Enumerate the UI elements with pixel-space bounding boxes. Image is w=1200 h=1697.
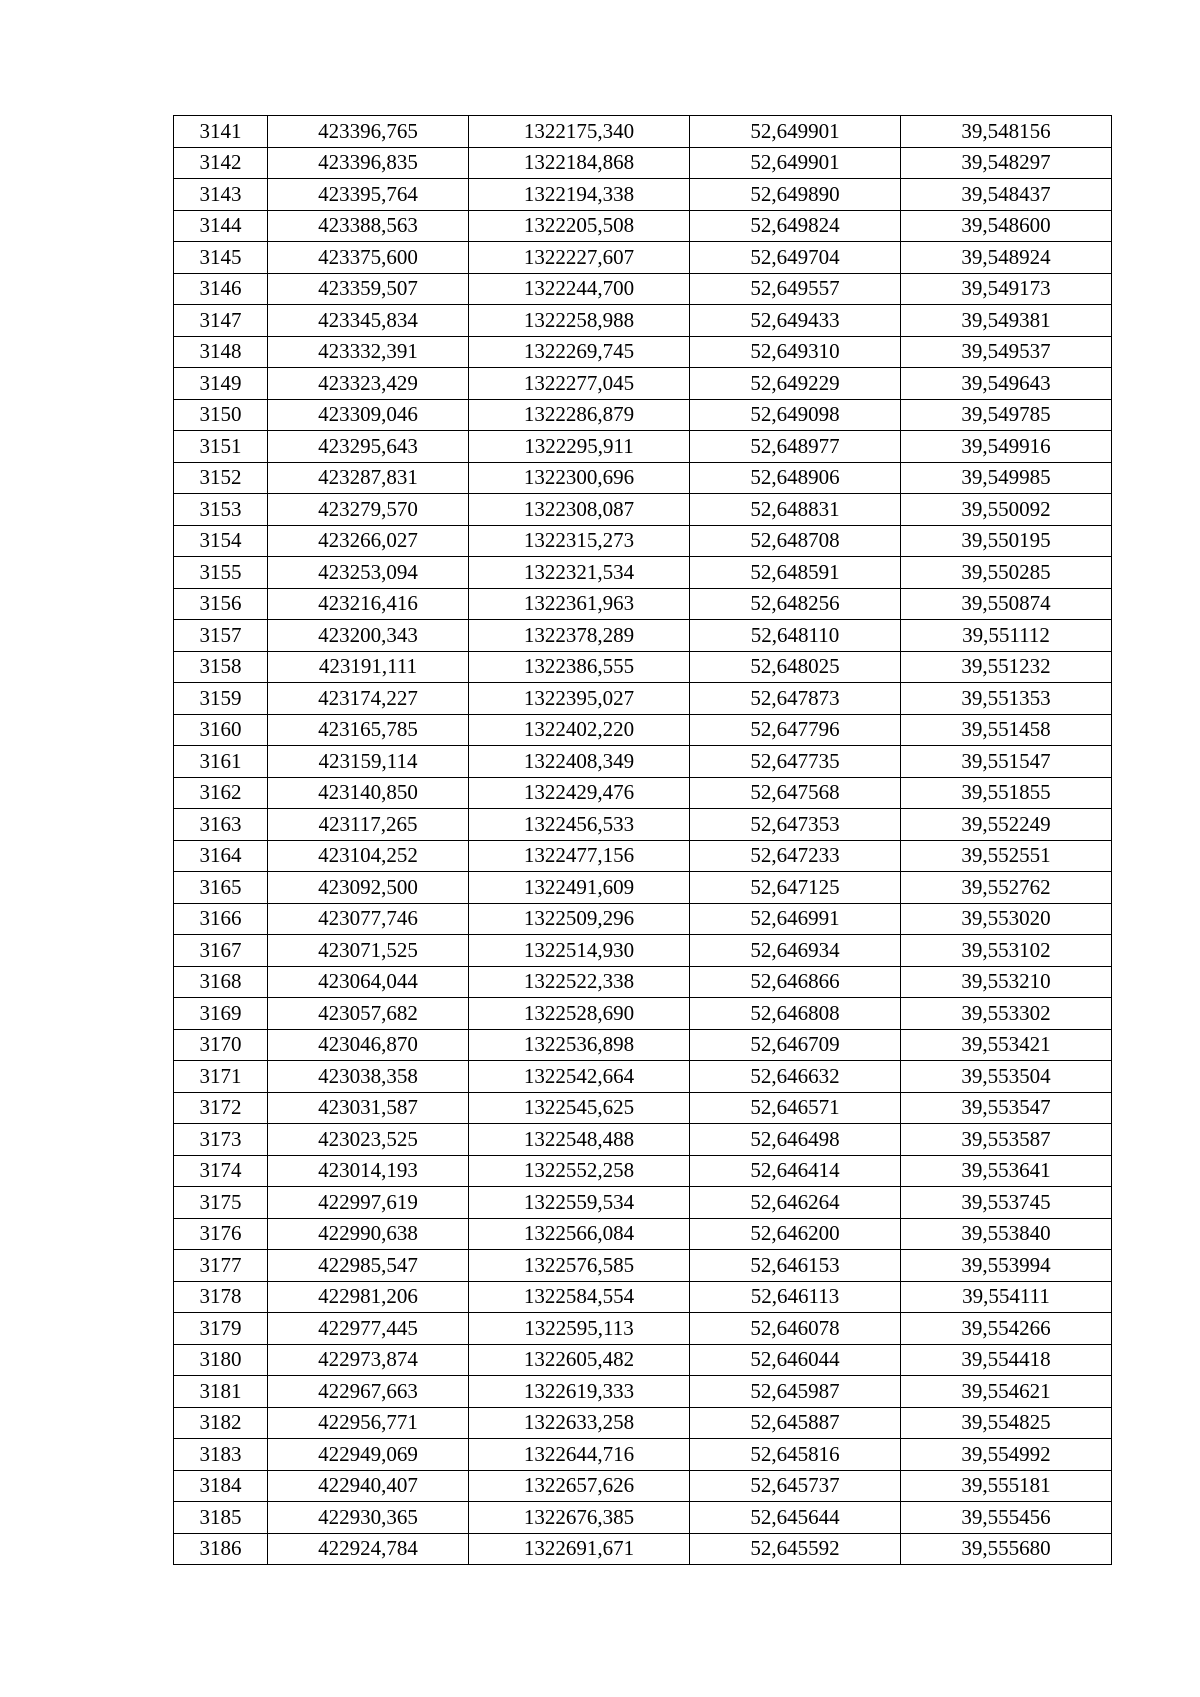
latitude-cell: 52,648906 <box>690 462 901 494</box>
table-row <box>174 746 1112 778</box>
point-number-cell: 3172 <box>174 1092 268 1124</box>
point-number-cell: 3143 <box>174 179 268 211</box>
latitude-cell: 52,649229 <box>690 368 901 400</box>
latitude-cell: 52,646113 <box>690 1281 901 1313</box>
x-coordinate-cell: 423200,343 <box>268 620 469 652</box>
longitude-cell: 39,548156 <box>901 116 1112 148</box>
longitude-cell: 39,553745 <box>901 1187 1112 1219</box>
y-coordinate-cell: 1322244,700 <box>469 273 690 305</box>
x-coordinate-cell: 423064,044 <box>268 966 469 998</box>
latitude-cell: 52,645592 <box>690 1533 901 1565</box>
longitude-cell: 39,555456 <box>901 1502 1112 1534</box>
table-row <box>174 1250 1112 1282</box>
x-coordinate-cell: 422930,365 <box>268 1502 469 1534</box>
y-coordinate-cell: 1322595,113 <box>469 1313 690 1345</box>
point-number-cell: 3158 <box>174 651 268 683</box>
y-coordinate-cell: 1322386,555 <box>469 651 690 683</box>
latitude-cell: 52,649890 <box>690 179 901 211</box>
table-row <box>174 1092 1112 1124</box>
coordinates-table <box>173 115 1112 1565</box>
x-coordinate-cell: 423295,643 <box>268 431 469 463</box>
point-number-cell: 3141 <box>174 116 268 148</box>
point-number-cell: 3174 <box>174 1155 268 1187</box>
table-row <box>174 1124 1112 1156</box>
y-coordinate-cell: 1322619,333 <box>469 1376 690 1408</box>
table-row <box>174 242 1112 274</box>
y-coordinate-cell: 1322175,340 <box>469 116 690 148</box>
y-coordinate-cell: 1322300,696 <box>469 462 690 494</box>
y-coordinate-cell: 1322691,671 <box>469 1533 690 1565</box>
point-number-cell: 3157 <box>174 620 268 652</box>
point-number-cell: 3163 <box>174 809 268 841</box>
table-row <box>174 494 1112 526</box>
x-coordinate-cell: 422990,638 <box>268 1218 469 1250</box>
y-coordinate-cell: 1322584,554 <box>469 1281 690 1313</box>
latitude-cell: 52,646571 <box>690 1092 901 1124</box>
point-number-cell: 3178 <box>174 1281 268 1313</box>
latitude-cell: 52,646991 <box>690 903 901 935</box>
y-coordinate-cell: 1322491,609 <box>469 872 690 904</box>
x-coordinate-cell: 423038,358 <box>268 1061 469 1093</box>
y-coordinate-cell: 1322456,533 <box>469 809 690 841</box>
x-coordinate-cell: 422956,771 <box>268 1407 469 1439</box>
latitude-cell: 52,646498 <box>690 1124 901 1156</box>
latitude-cell: 52,649433 <box>690 305 901 337</box>
x-coordinate-cell: 423046,870 <box>268 1029 469 1061</box>
coordinates-table-body <box>174 116 1112 1565</box>
table-row <box>174 179 1112 211</box>
latitude-cell: 52,646934 <box>690 935 901 967</box>
x-coordinate-cell: 423140,850 <box>268 777 469 809</box>
table-row <box>174 966 1112 998</box>
longitude-cell: 39,550195 <box>901 525 1112 557</box>
x-coordinate-cell: 423375,600 <box>268 242 469 274</box>
longitude-cell: 39,552551 <box>901 840 1112 872</box>
point-number-cell: 3159 <box>174 683 268 715</box>
table-row <box>174 588 1112 620</box>
point-number-cell: 3171 <box>174 1061 268 1093</box>
latitude-cell: 52,649824 <box>690 210 901 242</box>
table-row <box>174 872 1112 904</box>
point-number-cell: 3147 <box>174 305 268 337</box>
table-row <box>174 305 1112 337</box>
table-row <box>174 210 1112 242</box>
point-number-cell: 3180 <box>174 1344 268 1376</box>
latitude-cell: 52,648256 <box>690 588 901 620</box>
table-row <box>174 147 1112 179</box>
x-coordinate-cell: 422977,445 <box>268 1313 469 1345</box>
x-coordinate-cell: 422985,547 <box>268 1250 469 1282</box>
x-coordinate-cell: 423309,046 <box>268 399 469 431</box>
x-coordinate-cell: 423266,027 <box>268 525 469 557</box>
point-number-cell: 3149 <box>174 368 268 400</box>
table-row <box>174 399 1112 431</box>
longitude-cell: 39,551353 <box>901 683 1112 715</box>
latitude-cell: 52,646153 <box>690 1250 901 1282</box>
table-row <box>174 1376 1112 1408</box>
point-number-cell: 3142 <box>174 147 268 179</box>
x-coordinate-cell: 423287,831 <box>268 462 469 494</box>
table-row <box>174 1407 1112 1439</box>
y-coordinate-cell: 1322315,273 <box>469 525 690 557</box>
x-coordinate-cell: 422981,206 <box>268 1281 469 1313</box>
table-row <box>174 714 1112 746</box>
table-row <box>174 840 1112 872</box>
y-coordinate-cell: 1322184,868 <box>469 147 690 179</box>
longitude-cell: 39,550092 <box>901 494 1112 526</box>
x-coordinate-cell: 422924,784 <box>268 1533 469 1565</box>
latitude-cell: 52,645644 <box>690 1502 901 1534</box>
longitude-cell: 39,549537 <box>901 336 1112 368</box>
x-coordinate-cell: 423057,682 <box>268 998 469 1030</box>
y-coordinate-cell: 1322429,476 <box>469 777 690 809</box>
point-number-cell: 3148 <box>174 336 268 368</box>
point-number-cell: 3165 <box>174 872 268 904</box>
table-row <box>174 1061 1112 1093</box>
latitude-cell: 52,649901 <box>690 147 901 179</box>
point-number-cell: 3151 <box>174 431 268 463</box>
latitude-cell: 52,648831 <box>690 494 901 526</box>
latitude-cell: 52,649098 <box>690 399 901 431</box>
x-coordinate-cell: 423345,834 <box>268 305 469 337</box>
point-number-cell: 3150 <box>174 399 268 431</box>
y-coordinate-cell: 1322227,607 <box>469 242 690 274</box>
latitude-cell: 52,646200 <box>690 1218 901 1250</box>
y-coordinate-cell: 1322644,716 <box>469 1439 690 1471</box>
point-number-cell: 3169 <box>174 998 268 1030</box>
latitude-cell: 52,648025 <box>690 651 901 683</box>
x-coordinate-cell: 422967,663 <box>268 1376 469 1408</box>
longitude-cell: 39,553840 <box>901 1218 1112 1250</box>
longitude-cell: 39,553102 <box>901 935 1112 967</box>
y-coordinate-cell: 1322633,258 <box>469 1407 690 1439</box>
x-coordinate-cell: 423323,429 <box>268 368 469 400</box>
latitude-cell: 52,649557 <box>690 273 901 305</box>
point-number-cell: 3179 <box>174 1313 268 1345</box>
x-coordinate-cell: 422973,874 <box>268 1344 469 1376</box>
longitude-cell: 39,553302 <box>901 998 1112 1030</box>
point-number-cell: 3144 <box>174 210 268 242</box>
table-row <box>174 903 1112 935</box>
y-coordinate-cell: 1322657,626 <box>469 1470 690 1502</box>
longitude-cell: 39,549173 <box>901 273 1112 305</box>
latitude-cell: 52,646044 <box>690 1344 901 1376</box>
latitude-cell: 52,646632 <box>690 1061 901 1093</box>
table-row <box>174 1313 1112 1345</box>
y-coordinate-cell: 1322269,745 <box>469 336 690 368</box>
longitude-cell: 39,553994 <box>901 1250 1112 1282</box>
table-row <box>174 557 1112 589</box>
latitude-cell: 52,647796 <box>690 714 901 746</box>
point-number-cell: 3164 <box>174 840 268 872</box>
y-coordinate-cell: 1322605,482 <box>469 1344 690 1376</box>
longitude-cell: 39,554266 <box>901 1313 1112 1345</box>
table-row <box>174 1029 1112 1061</box>
latitude-cell: 52,648708 <box>690 525 901 557</box>
x-coordinate-cell: 423253,094 <box>268 557 469 589</box>
longitude-cell: 39,553421 <box>901 1029 1112 1061</box>
longitude-cell: 39,551855 <box>901 777 1112 809</box>
longitude-cell: 39,549985 <box>901 462 1112 494</box>
longitude-cell: 39,551112 <box>901 620 1112 652</box>
y-coordinate-cell: 1322286,879 <box>469 399 690 431</box>
latitude-cell: 52,649310 <box>690 336 901 368</box>
y-coordinate-cell: 1322378,289 <box>469 620 690 652</box>
point-number-cell: 3173 <box>174 1124 268 1156</box>
point-number-cell: 3154 <box>174 525 268 557</box>
point-number-cell: 3177 <box>174 1250 268 1282</box>
latitude-cell: 52,646866 <box>690 966 901 998</box>
y-coordinate-cell: 1322194,338 <box>469 179 690 211</box>
point-number-cell: 3186 <box>174 1533 268 1565</box>
point-number-cell: 3183 <box>174 1439 268 1471</box>
y-coordinate-cell: 1322548,488 <box>469 1124 690 1156</box>
x-coordinate-cell: 423388,563 <box>268 210 469 242</box>
point-number-cell: 3155 <box>174 557 268 589</box>
x-coordinate-cell: 423396,835 <box>268 147 469 179</box>
latitude-cell: 52,646264 <box>690 1187 901 1219</box>
longitude-cell: 39,551547 <box>901 746 1112 778</box>
table-row <box>174 1281 1112 1313</box>
longitude-cell: 39,553210 <box>901 966 1112 998</box>
table-row <box>174 336 1112 368</box>
latitude-cell: 52,645816 <box>690 1439 901 1471</box>
table-row <box>174 935 1112 967</box>
y-coordinate-cell: 1322477,156 <box>469 840 690 872</box>
x-coordinate-cell: 423104,252 <box>268 840 469 872</box>
x-coordinate-cell: 423165,785 <box>268 714 469 746</box>
point-number-cell: 3166 <box>174 903 268 935</box>
latitude-cell: 52,648591 <box>690 557 901 589</box>
x-coordinate-cell: 423071,525 <box>268 935 469 967</box>
latitude-cell: 52,645887 <box>690 1407 901 1439</box>
y-coordinate-cell: 1322395,027 <box>469 683 690 715</box>
y-coordinate-cell: 1322308,087 <box>469 494 690 526</box>
table-row <box>174 273 1112 305</box>
latitude-cell: 52,648977 <box>690 431 901 463</box>
longitude-cell: 39,554825 <box>901 1407 1112 1439</box>
x-coordinate-cell: 423092,500 <box>268 872 469 904</box>
point-number-cell: 3160 <box>174 714 268 746</box>
point-number-cell: 3152 <box>174 462 268 494</box>
x-coordinate-cell: 423174,227 <box>268 683 469 715</box>
table-row <box>174 1344 1112 1376</box>
x-coordinate-cell: 422940,407 <box>268 1470 469 1502</box>
latitude-cell: 52,647233 <box>690 840 901 872</box>
latitude-cell: 52,646078 <box>690 1313 901 1345</box>
latitude-cell: 52,646414 <box>690 1155 901 1187</box>
y-coordinate-cell: 1322542,664 <box>469 1061 690 1093</box>
table-row <box>174 1439 1112 1471</box>
longitude-cell: 39,549643 <box>901 368 1112 400</box>
latitude-cell: 52,648110 <box>690 620 901 652</box>
y-coordinate-cell: 1322321,534 <box>469 557 690 589</box>
table-row <box>174 116 1112 148</box>
y-coordinate-cell: 1322509,296 <box>469 903 690 935</box>
x-coordinate-cell: 423216,416 <box>268 588 469 620</box>
table-row <box>174 1155 1112 1187</box>
y-coordinate-cell: 1322205,508 <box>469 210 690 242</box>
longitude-cell: 39,551232 <box>901 651 1112 683</box>
table-row <box>174 462 1112 494</box>
y-coordinate-cell: 1322559,534 <box>469 1187 690 1219</box>
table-row <box>174 809 1112 841</box>
y-coordinate-cell: 1322676,385 <box>469 1502 690 1534</box>
x-coordinate-cell: 423396,765 <box>268 116 469 148</box>
point-number-cell: 3162 <box>174 777 268 809</box>
longitude-cell: 39,548600 <box>901 210 1112 242</box>
point-number-cell: 3168 <box>174 966 268 998</box>
table-row <box>174 1533 1112 1565</box>
table-row <box>174 620 1112 652</box>
longitude-cell: 39,554418 <box>901 1344 1112 1376</box>
longitude-cell: 39,552762 <box>901 872 1112 904</box>
x-coordinate-cell: 423159,114 <box>268 746 469 778</box>
latitude-cell: 52,647735 <box>690 746 901 778</box>
point-number-cell: 3146 <box>174 273 268 305</box>
longitude-cell: 39,548437 <box>901 179 1112 211</box>
latitude-cell: 52,647125 <box>690 872 901 904</box>
longitude-cell: 39,550285 <box>901 557 1112 589</box>
y-coordinate-cell: 1322552,258 <box>469 1155 690 1187</box>
point-number-cell: 3153 <box>174 494 268 526</box>
x-coordinate-cell: 423014,193 <box>268 1155 469 1187</box>
y-coordinate-cell: 1322402,220 <box>469 714 690 746</box>
point-number-cell: 3176 <box>174 1218 268 1250</box>
longitude-cell: 39,553020 <box>901 903 1112 935</box>
table-row <box>174 1187 1112 1219</box>
point-number-cell: 3161 <box>174 746 268 778</box>
table-row <box>174 1218 1112 1250</box>
longitude-cell: 39,552249 <box>901 809 1112 841</box>
table-row <box>174 431 1112 463</box>
y-coordinate-cell: 1322277,045 <box>469 368 690 400</box>
point-number-cell: 3175 <box>174 1187 268 1219</box>
table-row <box>174 525 1112 557</box>
x-coordinate-cell: 423117,265 <box>268 809 469 841</box>
point-number-cell: 3167 <box>174 935 268 967</box>
y-coordinate-cell: 1322536,898 <box>469 1029 690 1061</box>
x-coordinate-cell: 423031,587 <box>268 1092 469 1124</box>
point-number-cell: 3182 <box>174 1407 268 1439</box>
y-coordinate-cell: 1322408,349 <box>469 746 690 778</box>
point-number-cell: 3185 <box>174 1502 268 1534</box>
point-number-cell: 3145 <box>174 242 268 274</box>
longitude-cell: 39,555181 <box>901 1470 1112 1502</box>
x-coordinate-cell: 423191,111 <box>268 651 469 683</box>
latitude-cell: 52,647353 <box>690 809 901 841</box>
table-row <box>174 683 1112 715</box>
y-coordinate-cell: 1322576,585 <box>469 1250 690 1282</box>
longitude-cell: 39,554621 <box>901 1376 1112 1408</box>
table-row <box>174 368 1112 400</box>
y-coordinate-cell: 1322528,690 <box>469 998 690 1030</box>
longitude-cell: 39,553547 <box>901 1092 1112 1124</box>
y-coordinate-cell: 1322258,988 <box>469 305 690 337</box>
longitude-cell: 39,548297 <box>901 147 1112 179</box>
y-coordinate-cell: 1322545,625 <box>469 1092 690 1124</box>
latitude-cell: 52,645987 <box>690 1376 901 1408</box>
longitude-cell: 39,548924 <box>901 242 1112 274</box>
longitude-cell: 39,554992 <box>901 1439 1112 1471</box>
x-coordinate-cell: 422949,069 <box>268 1439 469 1471</box>
y-coordinate-cell: 1322295,911 <box>469 431 690 463</box>
point-number-cell: 3156 <box>174 588 268 620</box>
longitude-cell: 39,553641 <box>901 1155 1112 1187</box>
x-coordinate-cell: 423279,570 <box>268 494 469 526</box>
latitude-cell: 52,649704 <box>690 242 901 274</box>
table-row <box>174 998 1112 1030</box>
point-number-cell: 3184 <box>174 1470 268 1502</box>
y-coordinate-cell: 1322566,084 <box>469 1218 690 1250</box>
longitude-cell: 39,550874 <box>901 588 1112 620</box>
y-coordinate-cell: 1322361,963 <box>469 588 690 620</box>
latitude-cell: 52,645737 <box>690 1470 901 1502</box>
longitude-cell: 39,549381 <box>901 305 1112 337</box>
longitude-cell: 39,551458 <box>901 714 1112 746</box>
longitude-cell: 39,553504 <box>901 1061 1112 1093</box>
point-number-cell: 3170 <box>174 1029 268 1061</box>
longitude-cell: 39,555680 <box>901 1533 1112 1565</box>
x-coordinate-cell: 423023,525 <box>268 1124 469 1156</box>
y-coordinate-cell: 1322522,338 <box>469 966 690 998</box>
table-row <box>174 651 1112 683</box>
latitude-cell: 52,649901 <box>690 116 901 148</box>
y-coordinate-cell: 1322514,930 <box>469 935 690 967</box>
x-coordinate-cell: 423359,507 <box>268 273 469 305</box>
longitude-cell: 39,554111 <box>901 1281 1112 1313</box>
x-coordinate-cell: 422997,619 <box>268 1187 469 1219</box>
latitude-cell: 52,647568 <box>690 777 901 809</box>
x-coordinate-cell: 423332,391 <box>268 336 469 368</box>
latitude-cell: 52,647873 <box>690 683 901 715</box>
point-number-cell: 3181 <box>174 1376 268 1408</box>
longitude-cell: 39,549916 <box>901 431 1112 463</box>
longitude-cell: 39,553587 <box>901 1124 1112 1156</box>
table-row <box>174 1502 1112 1534</box>
latitude-cell: 52,646709 <box>690 1029 901 1061</box>
table-row <box>174 1470 1112 1502</box>
table-row <box>174 777 1112 809</box>
x-coordinate-cell: 423395,764 <box>268 179 469 211</box>
latitude-cell: 52,646808 <box>690 998 901 1030</box>
longitude-cell: 39,549785 <box>901 399 1112 431</box>
x-coordinate-cell: 423077,746 <box>268 903 469 935</box>
